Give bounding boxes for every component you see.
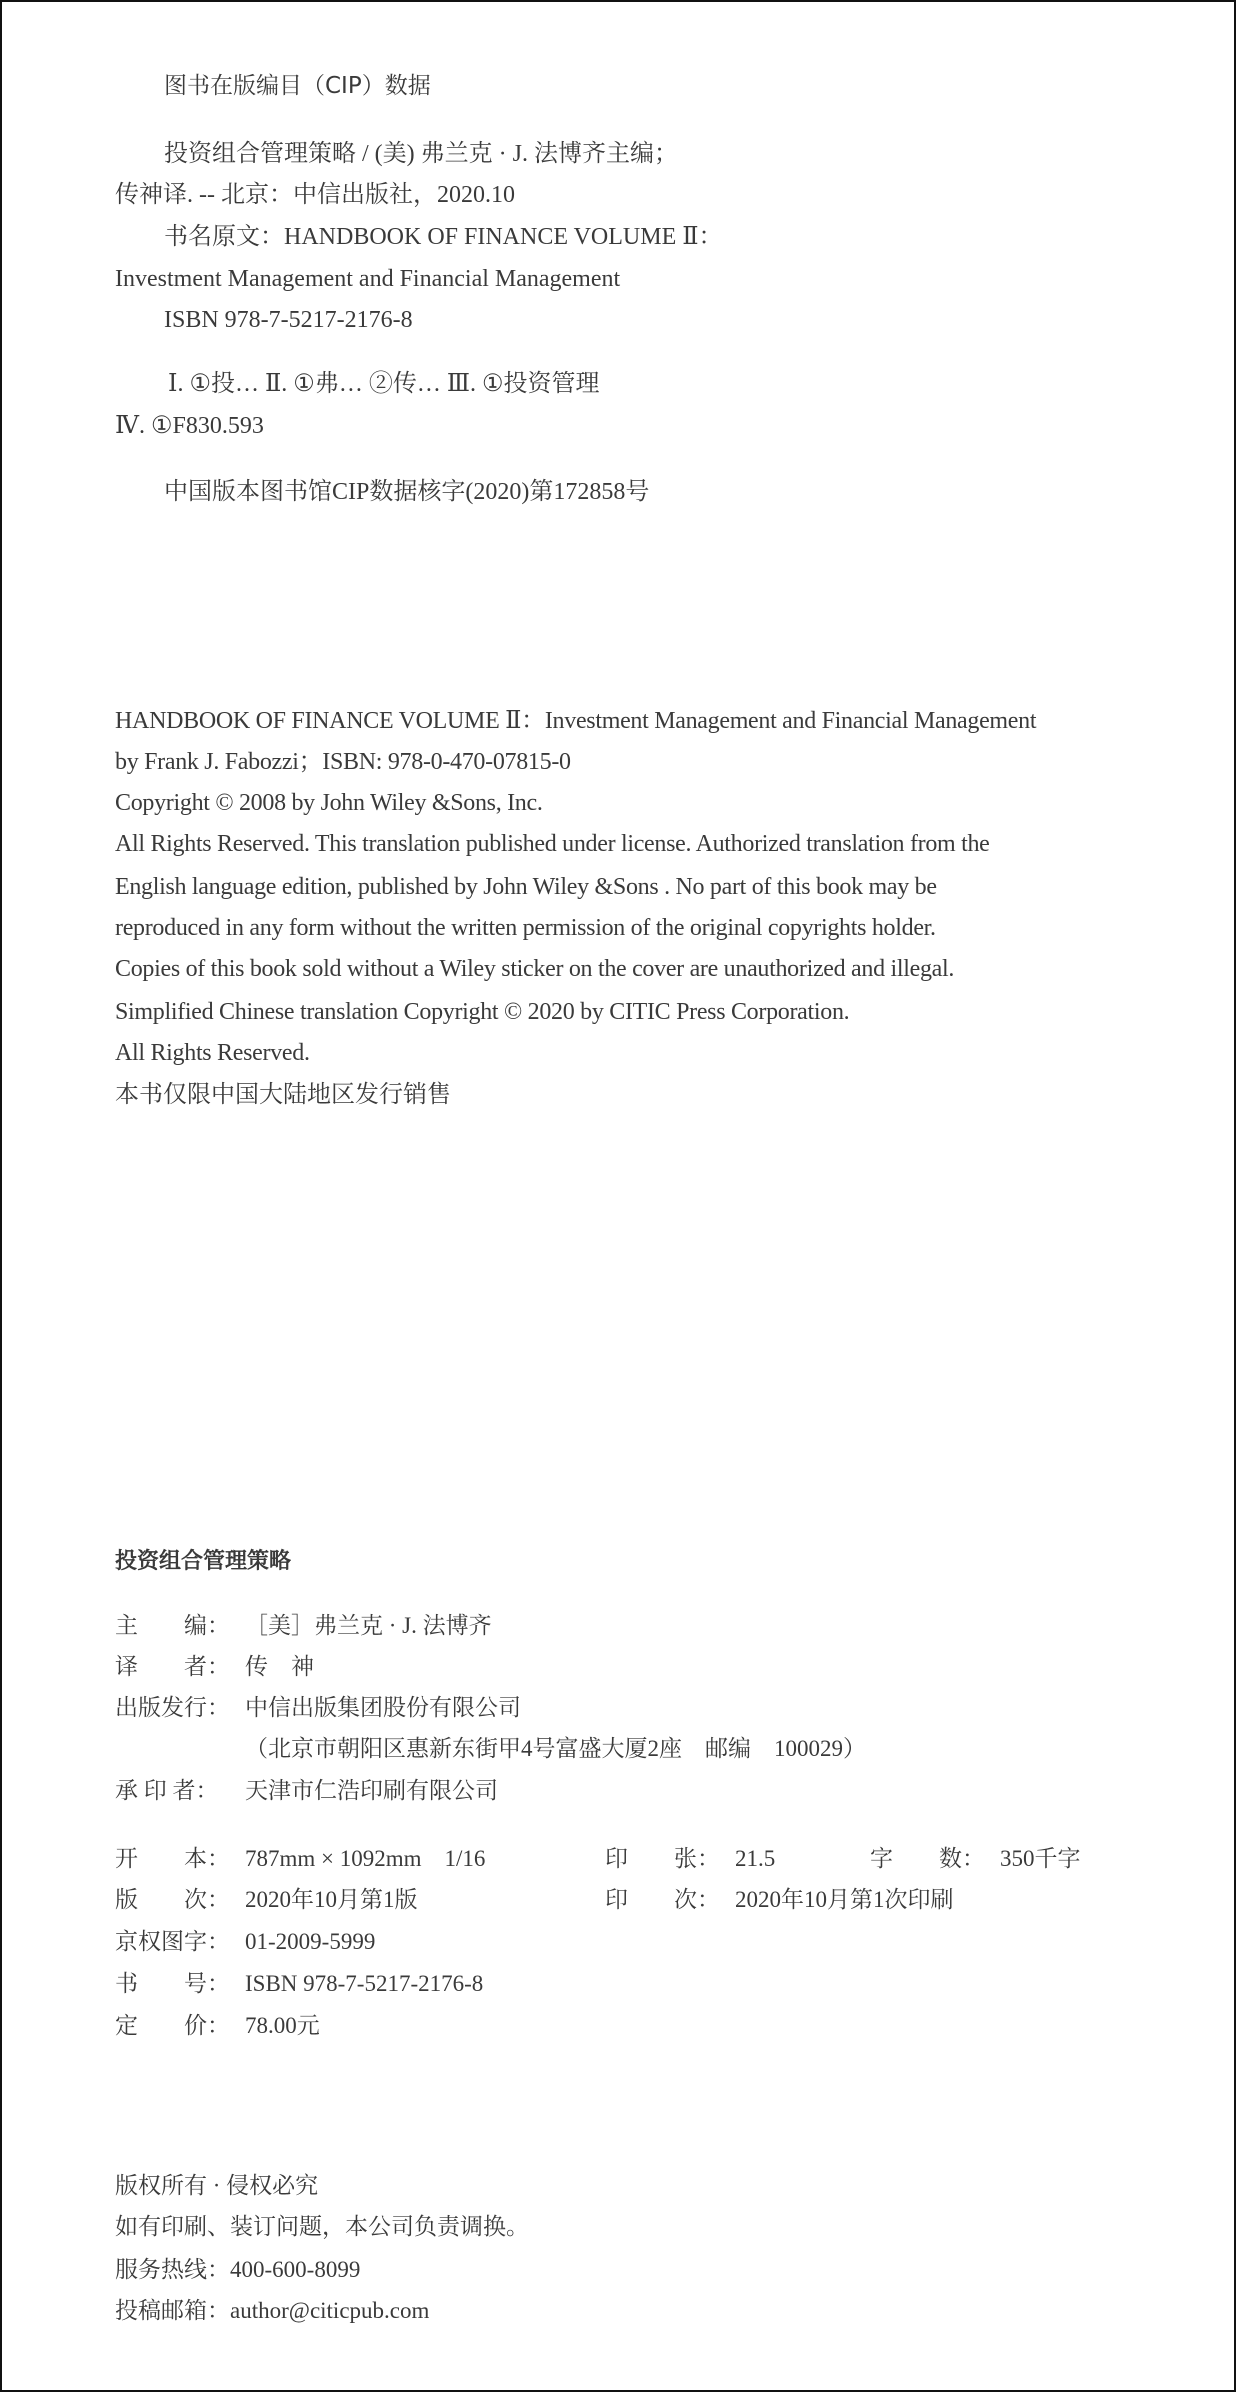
publisher-value: 中信出版集团股份有限公司 bbox=[245, 1695, 521, 1720]
book-number-value: ISBN 978-7-5217-2176-8 bbox=[245, 1971, 484, 1996]
format-label: 开 本： bbox=[115, 1846, 230, 1871]
copyright-line: English language edition, published by John Wiley &Sons . No part of this book may be bbox=[115, 874, 937, 900]
edition-label: 版 次： bbox=[115, 1887, 230, 1912]
editor-label: 主 编： bbox=[115, 1613, 230, 1638]
copyright-reg-label: 京权图字： bbox=[115, 1929, 230, 1954]
publisher-label: 出版发行： bbox=[115, 1695, 230, 1720]
translator-label: 译 者： bbox=[115, 1654, 230, 1679]
copyright-line: reproduced in any form without the written permission of the original copyrights holder. bbox=[115, 915, 936, 941]
cip-isbn: ISBN 978-7-5217-2176-8 bbox=[164, 307, 413, 333]
word-count-field bbox=[870, 1844, 1081, 1874]
copyright-reg-value: 01-2009-5999 bbox=[245, 1929, 376, 1954]
translator-value: 传 神 bbox=[245, 1654, 314, 1679]
edition-row bbox=[115, 1885, 1115, 1915]
copyright-line: All Rights Reserved. This translation published under license. Authorized translation from the bbox=[115, 831, 990, 857]
copyright-line: All Rights Reserved. bbox=[115, 1040, 310, 1066]
copyright-line: Copyright © 2008 by John Wiley &Sons, Inc. bbox=[115, 790, 543, 816]
book-title: 投资组合管理策略 bbox=[115, 1549, 292, 1574]
word-count-value: 350千字 bbox=[1000, 1846, 1081, 1871]
service-hotline: 服务热线：400-600-8099 bbox=[115, 2257, 361, 2282]
cip-number: 中国版本图书馆CIP数据核字(2020)第172858号 bbox=[164, 479, 650, 505]
editor-value: ［美］弗兰克 · J. 法博齐 bbox=[245, 1613, 492, 1638]
printing-field bbox=[605, 1885, 954, 1915]
returns-notice: 如有印刷、装订问题，本公司负责调换。 bbox=[115, 2214, 529, 2239]
publisher-row bbox=[115, 1693, 521, 1723]
printer-label: 承 印 者： bbox=[115, 1778, 219, 1803]
submission-email: 投稿邮箱：author@citicpub.com bbox=[115, 2298, 430, 2323]
price-row bbox=[115, 2011, 320, 2041]
cip-classification-1: Ⅰ. ①投… Ⅱ. ①弗… ②传… Ⅲ. ①投资管理 bbox=[168, 371, 600, 397]
cip-line-title-author: 投资组合管理策略 / (美) 弗兰克 · J. 法博齐主编； bbox=[164, 141, 678, 167]
book-number-row bbox=[115, 1969, 483, 1999]
word-count-label: 字 数： bbox=[870, 1846, 985, 1871]
editor-row bbox=[115, 1611, 492, 1641]
printer-row bbox=[115, 1776, 498, 1806]
sheets-label: 印 张： bbox=[605, 1846, 720, 1871]
format-row bbox=[115, 1844, 1115, 1874]
distribution-notice: 本书仅限中国大陆地区发行销售 bbox=[115, 1082, 451, 1108]
format-value: 787mm × 1092mm 1/16 bbox=[245, 1846, 486, 1871]
address-value: （北京市朝阳区惠新东街甲4号富盛大厦2座 邮编 100029） bbox=[245, 1736, 866, 1761]
translator-row bbox=[115, 1652, 314, 1682]
copyright-reg-row bbox=[115, 1927, 375, 1957]
price-value: 78.00元 bbox=[245, 2013, 320, 2038]
sheets-field bbox=[605, 1844, 775, 1874]
cip-heading: 图书在版编目（CIP）数据 bbox=[164, 73, 431, 99]
rights-notice: 版权所有 · 侵权必究 bbox=[115, 2173, 319, 2198]
printing-value: 2020年10月第1次印刷 bbox=[735, 1887, 954, 1912]
cip-classification-2: Ⅳ. ①F830.593 bbox=[115, 413, 264, 439]
copyright-line: Copies of this book sold without a Wiley sticker on the cover are unauthorized and illegal. bbox=[115, 956, 955, 982]
printer-value: 天津市仁浩印刷有限公司 bbox=[245, 1778, 498, 1803]
book-number-label: 书 号： bbox=[115, 1971, 230, 1996]
cip-line-original-title: 书名原文：HANDBOOK OF FINANCE VOLUME Ⅱ： bbox=[164, 224, 723, 250]
sheets-value: 21.5 bbox=[735, 1846, 776, 1871]
edition-value: 2020年10月第1版 bbox=[245, 1887, 418, 1912]
printing-label: 印 次： bbox=[605, 1887, 720, 1912]
publisher-address bbox=[245, 1734, 866, 1764]
copyright-line: HANDBOOK OF FINANCE VOLUME Ⅱ：Investment Management and Financial Management bbox=[115, 708, 1037, 734]
copyright-line: Simplified Chinese translation Copyright © 2020 by CITIC Press Corporation. bbox=[115, 999, 850, 1025]
price-label: 定 价： bbox=[115, 2013, 230, 2038]
cip-line-translator-publisher: 传神译. -- 北京：中信出版社，2020.10 bbox=[115, 182, 515, 208]
copyright-line: by Frank J. Fabozzi；ISBN: 978-0-470-07815-0 bbox=[115, 749, 571, 775]
cip-line-original-subtitle: Investment Management and Financial Management bbox=[115, 266, 621, 292]
